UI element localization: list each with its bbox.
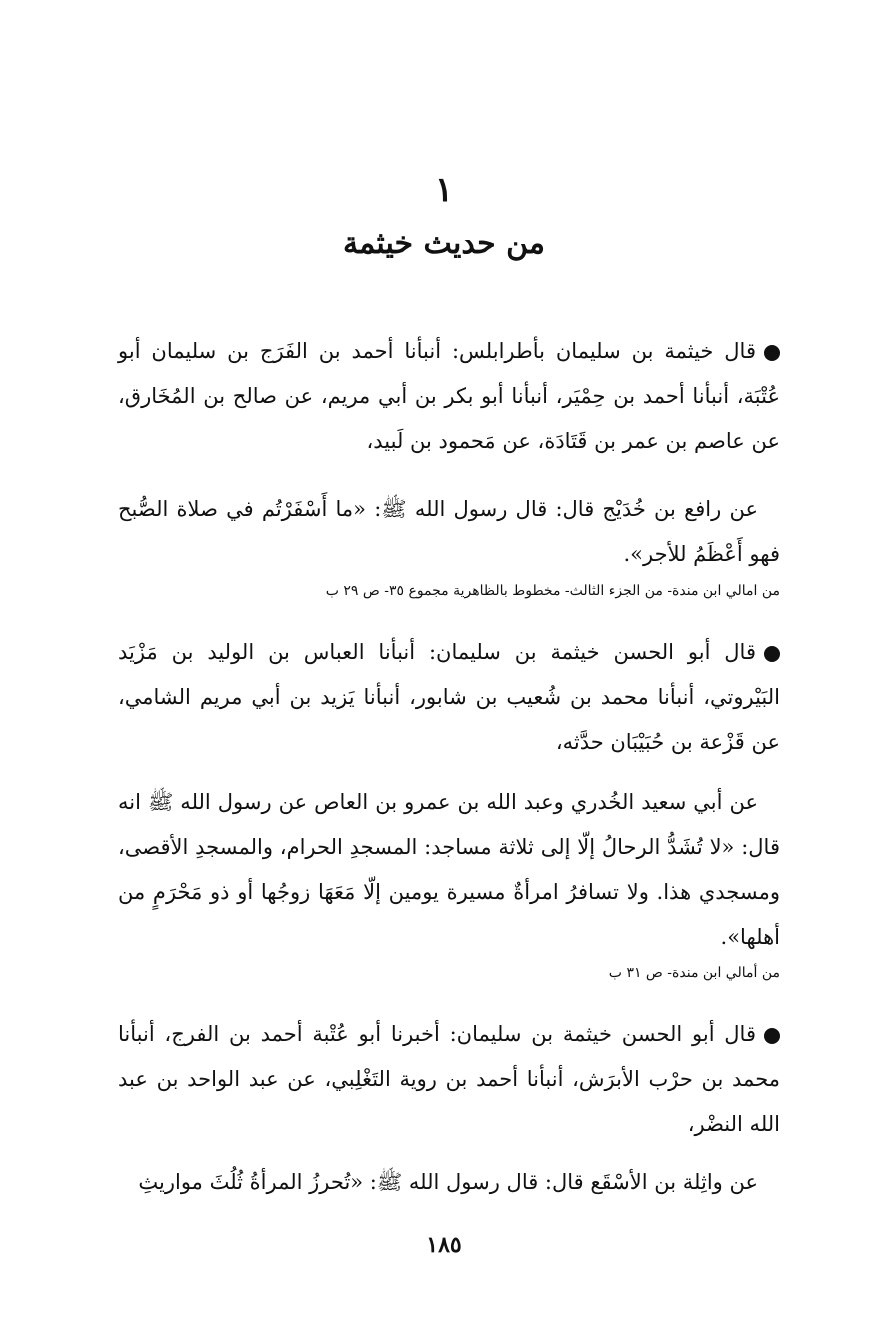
bullet-icon [764,646,780,662]
chapter-number: ١ [434,170,454,210]
hadith-1-matn: عن رافع بن خُدَيْج قال: قال رسول الله ﷺ: «ما أَسْفَرْتُم في صلاة الصُّبح فهو أَعْظَمُ للأجر». [118,497,780,566]
hadith-2-isnad-text: قال أبو الحسن خيثمة بن سليمان: أنبأنا العباس بن الوليد بن مَزْيَد البَيْروتي، أنبأنا محمد بن شُعيب بن شابور، أنبأنا يَزيد بن أبي مريم الشامي، عن قَزْعة بن حُبَيْبَان حدَّثه، [118,640,780,754]
hadith-1-isnad [118,329,780,464]
hadith-3-isnad [118,1012,780,1147]
bullet-icon [764,345,780,361]
hadith-3-isnad-text: قال أبو الحسن خيثمة بن سليمان: أخبرنا أبو عُتْبة أحمد بن الفرج، أنبأنا محمد بن حرْب الأبرَش، أنبأنا أحمد بن روية التَغْلِبي، عن عبد الواحد بن عبد الله النضْر، [118,1022,780,1136]
hadith-2-isnad [118,630,780,765]
hadith-2-matn: عن أبي سعيد الخُدري وعبد الله بن عمرو بن العاص عن رسول الله ﷺ انه قال: «لا تُشَدُّ الرحالُ إلّا إلى ثلاثة مساجد: المسجدِ الحرام، والمسجدِ الأقصى، ومسجدي هذا. ولا تسافرُ امرأةٌ مسيرة يومين إلّا مَعَهَا زوجُها أو ذو مَحْرَمٍ من أهلها». [118,790,780,949]
hadith-1-source: من امالي ابن مندة- من الجزء الثالث- مخطوط بالظاهرية مجموع ٣٥- ص ٢٩ ب [325,583,780,599]
hadith-3-matn: عن واثِلة بن الأسْقَع قال: قال رسول الله ﷺ: «تُحرزُ المرأةُ ثُلُثَ مواريثِ [138,1170,758,1194]
hadith-1-isnad-text: قال خيثمة بن سليمان بأطرابلس: أنبأنا أحمد بن الفَرَج بن سليمان أبو عُتْبَة، أنبأنا أحمد بن حِمْيَر، أنبأنا أبو بكر بن أبي مريم، عن صالح بن المُخَارق، عن عاصم بن عمر بن قَتَادَة، عن مَحمود بن لَبيد، [118,339,780,453]
page-number: ١٨٥ [426,1232,462,1258]
hadith-2-source: من أمالي ابن مندة- ص ٣١ ب [608,965,780,981]
bullet-icon [764,1028,780,1044]
chapter-title: من حديث خيثمة [343,226,545,261]
